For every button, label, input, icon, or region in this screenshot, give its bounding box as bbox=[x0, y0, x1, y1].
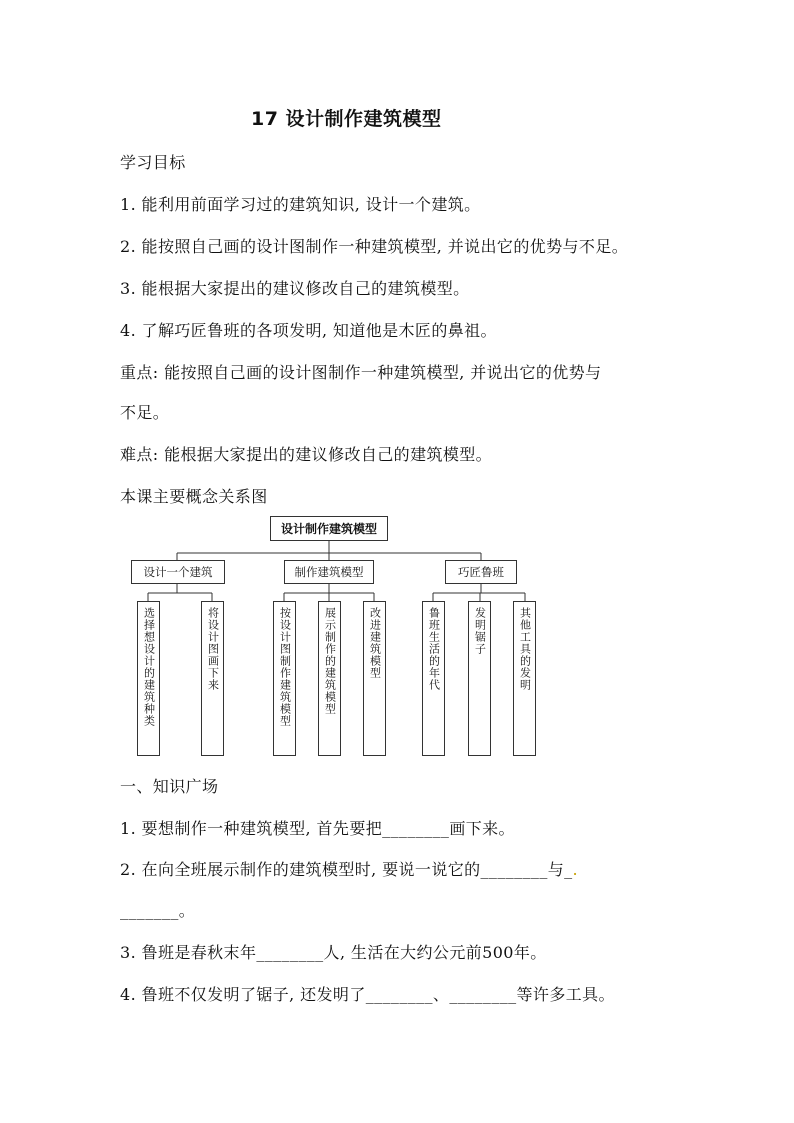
diagram-branch: 制作建筑模型 bbox=[284, 560, 374, 584]
objective-item: 1. 能利用前面学习过的建筑知识, 设计一个建筑。 bbox=[120, 195, 481, 214]
diagram-branch: 设计一个建筑 bbox=[131, 560, 225, 584]
question-4: 4. 鲁班不仅发明了锯子, 还发明了________、________等许多工具。 bbox=[120, 985, 615, 1004]
key-point-continued: 不足。 bbox=[120, 403, 170, 422]
objective-item: 3. 能根据大家提出的建议修改自己的建筑模型。 bbox=[120, 279, 470, 298]
diagram-leaf: 按设计图制作建筑模型 bbox=[273, 601, 296, 756]
question-1: 1. 要想制作一种建筑模型, 首先要把________画下来。 bbox=[120, 819, 515, 838]
diagram-leaf: 发明锯子 bbox=[468, 601, 491, 756]
key-point: 重点: 能按照自己画的设计图制作一种建筑模型, 并说出它的优势与 bbox=[120, 363, 602, 382]
question-2-text: 2. 在向全班展示制作的建筑模型时, 要说一说它的________与_ bbox=[120, 860, 573, 879]
diagram-leaf: 改进建筑模型 bbox=[363, 601, 386, 756]
objective-item: 4. 了解巧匠鲁班的各项发明, 知道他是木匠的鼻祖。 bbox=[120, 321, 497, 340]
objective-item: 2. 能按照自己画的设计图制作一种建筑模型, 并说出它的优势与不足。 bbox=[120, 237, 629, 256]
diagram-branch: 巧匠鲁班 bbox=[445, 560, 517, 584]
diagram-heading: 本课主要概念关系图 bbox=[120, 487, 268, 506]
difficulty: 难点: 能根据大家提出的建议修改自己的建筑模型。 bbox=[120, 445, 493, 464]
question-2-continued: _______。 bbox=[120, 901, 196, 920]
diagram-leaf: 将设计图画下来 bbox=[201, 601, 224, 756]
diagram-root: 设计制作建筑模型 bbox=[270, 516, 388, 541]
section-heading: 一、知识广场 bbox=[120, 777, 219, 796]
diagram-leaf: 其他工具的发明 bbox=[513, 601, 536, 756]
diagram-leaf: 展示制作的建筑模型 bbox=[318, 601, 341, 756]
concept-diagram bbox=[120, 513, 540, 761]
diagram-leaf: 鲁班生活的年代 bbox=[422, 601, 445, 756]
question-3: 3. 鲁班是春秋末年________人, 生活在大约公元前500年。 bbox=[120, 943, 547, 962]
objectives-heading: 学习目标 bbox=[120, 153, 186, 172]
question-2 bbox=[120, 857, 578, 880]
question-2-dot: . bbox=[572, 860, 579, 879]
page-title: 17 设计制作建筑模型 bbox=[251, 108, 442, 130]
diagram-leaf: 选择想设计的建筑种类 bbox=[137, 601, 160, 756]
